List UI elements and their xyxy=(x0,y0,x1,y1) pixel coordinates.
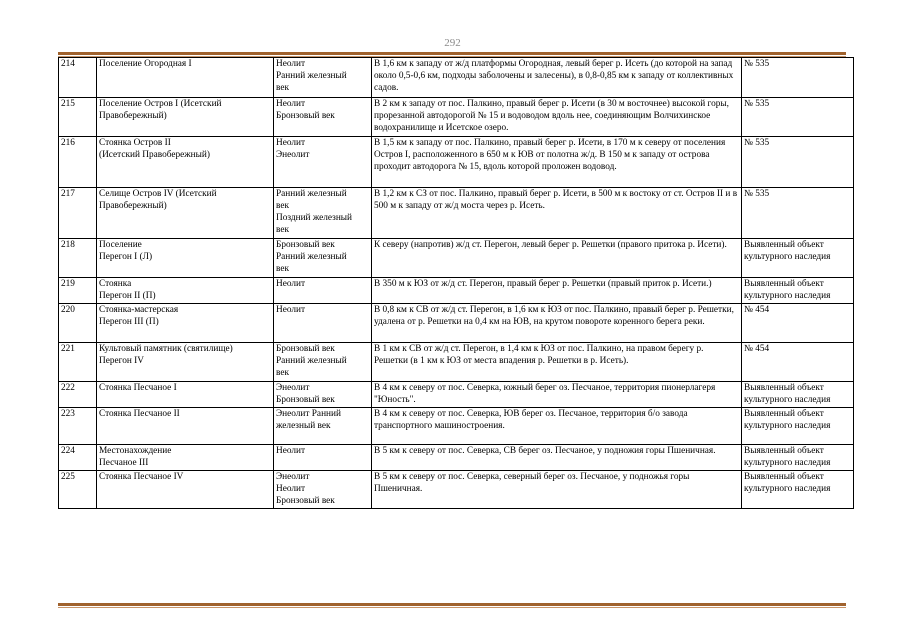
site-name-line: Песчаное III xyxy=(99,458,149,468)
location-text: В 2 км к западу от пос. Палкино, правый берег р. Исети (в 30 м восточнее) высокой горы, прорезанной автодорогой № 15 и водоводом вдоль нее, соединяющим Волчихинское водохранилище и Исетское озеро. xyxy=(374,99,729,133)
period-line: Бронзовый век xyxy=(276,344,335,354)
row-number: 224 xyxy=(61,446,75,456)
row-number-cell xyxy=(59,58,97,98)
period-cell xyxy=(274,382,372,408)
table-row xyxy=(59,445,854,471)
location-cell xyxy=(372,408,742,445)
status-cell xyxy=(742,445,854,471)
row-number-cell xyxy=(59,137,97,188)
site-name-line: Местонахождение xyxy=(99,446,172,456)
location-text: В 1,6 км к западу от ж/д платформы Огородная, левый берег р. Исеть (до которой на запад около 0,5-0,6 км, подходы заболочены и залесены), в 0,8-0,85 км к западу от коллективных садов. xyxy=(374,59,734,93)
site-name-cell xyxy=(97,445,274,471)
period-line: век xyxy=(276,201,289,211)
period-line: век xyxy=(276,368,289,378)
row-number: 214 xyxy=(61,59,75,69)
period-cell xyxy=(274,58,372,98)
site-name-line: (Исетский Правобережный) xyxy=(99,150,210,160)
status-text: Выявленный объект культурного наследия xyxy=(744,279,831,301)
site-name-line: Поселение Остров I (Исетский xyxy=(99,99,222,109)
site-name-line: Поселение xyxy=(99,240,142,250)
row-number: 218 xyxy=(61,240,75,250)
status-cell xyxy=(742,98,854,137)
status-cell xyxy=(742,408,854,445)
status-cell xyxy=(742,137,854,188)
status-text: № 454 xyxy=(744,344,770,354)
location-text: В 1,2 км к СЗ от пос. Палкино, правый берег р. Исети, в 500 м к востоку от ст. Остров II и в 500 м к западу от ж/д моста через р. Исеть. xyxy=(374,189,738,211)
period-line: Бронзовый век xyxy=(276,395,335,405)
period-line: век xyxy=(276,264,289,274)
row-number-cell xyxy=(59,408,97,445)
status-text: № 535 xyxy=(744,189,770,199)
period-line: Неолит xyxy=(276,279,306,289)
period-line: Ранний железный xyxy=(276,71,347,81)
table-row xyxy=(59,239,854,278)
period-line: Ранний железный xyxy=(276,189,347,199)
status-cell xyxy=(742,471,854,509)
period-line: Неолит xyxy=(276,305,306,315)
site-name-cell xyxy=(97,382,274,408)
heritage-table xyxy=(58,57,854,509)
location-cell xyxy=(372,137,742,188)
status-text: Выявленный объект культурного наследия xyxy=(744,472,831,494)
row-number: 222 xyxy=(61,383,75,393)
status-cell xyxy=(742,188,854,239)
row-number: 223 xyxy=(61,409,75,419)
site-name-cell xyxy=(97,408,274,445)
location-cell xyxy=(372,98,742,137)
site-name-line: Правобережный) xyxy=(99,201,167,211)
location-text: В 5 км к северу от пос. Северка, северный берег оз. Песчаное, у подножья горы Пшеничная. xyxy=(374,472,690,494)
location-text: В 1 км к СВ от ж/д ст. Перегон, в 1,4 км к ЮЗ от пос. Палкино, на правом берегу р. Решетки (в 1 км к ЮЗ от места впадения р. Решетки в р. Исеть). xyxy=(374,344,704,366)
period-line: Неолит xyxy=(276,59,306,69)
period-cell xyxy=(274,98,372,137)
period-line: Неолит xyxy=(276,99,306,109)
period-line: Неолит xyxy=(276,138,306,148)
site-name-cell xyxy=(97,343,274,382)
period-line: Энеолит xyxy=(276,383,310,393)
period-line: Энеолит xyxy=(276,472,310,482)
site-name-cell xyxy=(97,188,274,239)
status-text: Выявленный объект культурного наследия xyxy=(744,409,831,431)
table-row xyxy=(59,471,854,509)
status-text: Выявленный объект культурного наследия xyxy=(744,240,831,262)
row-number: 219 xyxy=(61,279,75,289)
row-number: 221 xyxy=(61,344,75,354)
location-text: В 5 км к северу от пос. Северка, СВ берег оз. Песчаное, у подножия горы Пшеничная. xyxy=(374,446,716,456)
period-cell xyxy=(274,343,372,382)
row-number-cell xyxy=(59,445,97,471)
site-name-line: Перегон I (Л) xyxy=(99,252,153,262)
location-cell xyxy=(372,471,742,509)
row-number-cell xyxy=(59,239,97,278)
table-row xyxy=(59,58,854,98)
period-line: Бронзовый век xyxy=(276,496,335,506)
site-name-line: Стоянка xyxy=(99,279,132,289)
table-row xyxy=(59,188,854,239)
period-cell xyxy=(274,408,372,445)
period-cell xyxy=(274,445,372,471)
location-cell xyxy=(372,239,742,278)
period-line: век xyxy=(276,83,289,93)
site-name-line: Селище Остров IV (Исетский xyxy=(99,189,217,199)
site-name-line: Перегон III (П) xyxy=(99,317,159,327)
location-text: В 4 км к северу от пос. Северка, ЮВ берег оз. Песчаное, территория б/о завода транспортного машиностроения. xyxy=(374,409,688,431)
site-name-cell xyxy=(97,278,274,304)
location-cell xyxy=(372,58,742,98)
row-number-cell xyxy=(59,382,97,408)
row-number-cell xyxy=(59,278,97,304)
period-line: Энеолит Ранний xyxy=(276,409,341,419)
location-text: В 0,8 км к СВ от ж/д ст. Перегон, в 1,6 км к ЮЗ от пос. Палкино, правый берег р. Решетки, удалена от р. Решетки на 0,4 км на ЮВ, на крутом повороте коренного берега реки. xyxy=(374,305,734,327)
table-row xyxy=(59,137,854,188)
row-number-cell xyxy=(59,98,97,137)
site-name-line: Перегон IV xyxy=(99,356,144,366)
period-cell xyxy=(274,471,372,509)
row-number-cell xyxy=(59,471,97,509)
status-cell xyxy=(742,382,854,408)
row-number: 216 xyxy=(61,138,75,148)
period-line: Ранний железный xyxy=(276,252,347,262)
period-cell xyxy=(274,304,372,343)
location-cell xyxy=(372,278,742,304)
status-cell xyxy=(742,343,854,382)
period-line: Бронзовый век xyxy=(276,240,335,250)
row-number: 220 xyxy=(61,305,75,315)
status-cell xyxy=(742,239,854,278)
period-cell xyxy=(274,188,372,239)
page-number: 292 xyxy=(444,37,461,49)
table-row xyxy=(59,408,854,445)
location-cell xyxy=(372,188,742,239)
site-name-cell xyxy=(97,98,274,137)
location-cell xyxy=(372,343,742,382)
period-line: Поздний железный xyxy=(276,213,353,223)
period-line: Неолит xyxy=(276,484,306,494)
status-text: Выявленный объект культурного наследия xyxy=(744,383,831,405)
period-cell xyxy=(274,239,372,278)
row-number: 225 xyxy=(61,472,75,482)
row-number: 217 xyxy=(61,189,75,199)
table-row xyxy=(59,98,854,137)
site-name-cell xyxy=(97,471,274,509)
site-name-cell xyxy=(97,137,274,188)
row-number-cell xyxy=(59,304,97,343)
site-name-line: Стоянка Песчаное IV xyxy=(99,472,184,482)
row-number: 215 xyxy=(61,99,75,109)
location-cell xyxy=(372,304,742,343)
site-name-line: Поселение Огородная I xyxy=(99,59,192,69)
site-name-line: Стоянка Песчаное I xyxy=(99,383,177,393)
row-number-cell xyxy=(59,343,97,382)
site-name-line: Стоянка Остров II xyxy=(99,138,171,148)
period-line: Бронзовый век xyxy=(276,111,335,121)
status-text: № 535 xyxy=(744,59,770,69)
site-name-cell xyxy=(97,239,274,278)
table-row xyxy=(59,278,854,304)
period-cell xyxy=(274,137,372,188)
location-text: В 350 м к ЮЗ от ж/д ст. Перегон, правый берег р. Решетки (правый приток р. Исети.) xyxy=(374,279,712,289)
site-name-cell xyxy=(97,304,274,343)
status-cell xyxy=(742,278,854,304)
period-line: век xyxy=(276,225,289,235)
status-text: № 454 xyxy=(744,305,770,315)
status-cell xyxy=(742,304,854,343)
period-line: железный век xyxy=(276,421,331,431)
location-text: В 1,5 км к западу от пос. Палкино, правый берег р. Исети, в 170 м к северу от поселения Остров I, расположенного в 650 м к ЮВ от полотна ж/д. В 150 м к западу от острова проходит автодорога № 15, вдоль которой проложен водовод. xyxy=(374,138,726,172)
site-name-line: Стоянка Песчаное II xyxy=(99,409,180,419)
location-text: В 4 км к северу от пос. Северка, южный берег оз. Песчаное, территория пионерлагеря "Юность". xyxy=(374,383,716,405)
site-name-cell xyxy=(97,58,274,98)
period-cell xyxy=(274,278,372,304)
period-line: Энеолит xyxy=(276,150,310,160)
location-cell xyxy=(372,382,742,408)
status-text: Выявленный объект культурного наследия xyxy=(744,446,831,468)
table-row xyxy=(59,382,854,408)
period-line: Ранний железный xyxy=(276,356,347,366)
table-row xyxy=(59,343,854,382)
location-cell xyxy=(372,445,742,471)
location-text: К северу (напротив) ж/д ст. Перегон, левый берег р. Решетки (правого притока р. Исети). xyxy=(374,240,727,250)
site-name-line: Правобережный) xyxy=(99,111,167,121)
status-text: № 535 xyxy=(744,99,770,109)
table-body xyxy=(59,58,854,509)
table-row xyxy=(59,304,854,343)
site-name-line: Культовый памятник (святилище) xyxy=(99,344,233,354)
period-line: Неолит xyxy=(276,446,306,456)
status-cell xyxy=(742,58,854,98)
site-name-line: Стоянка-мастерская xyxy=(99,305,179,315)
bottom-rule xyxy=(58,603,846,608)
row-number-cell xyxy=(59,188,97,239)
status-text: № 535 xyxy=(744,138,770,148)
site-name-line: Перегон II (П) xyxy=(99,291,156,301)
